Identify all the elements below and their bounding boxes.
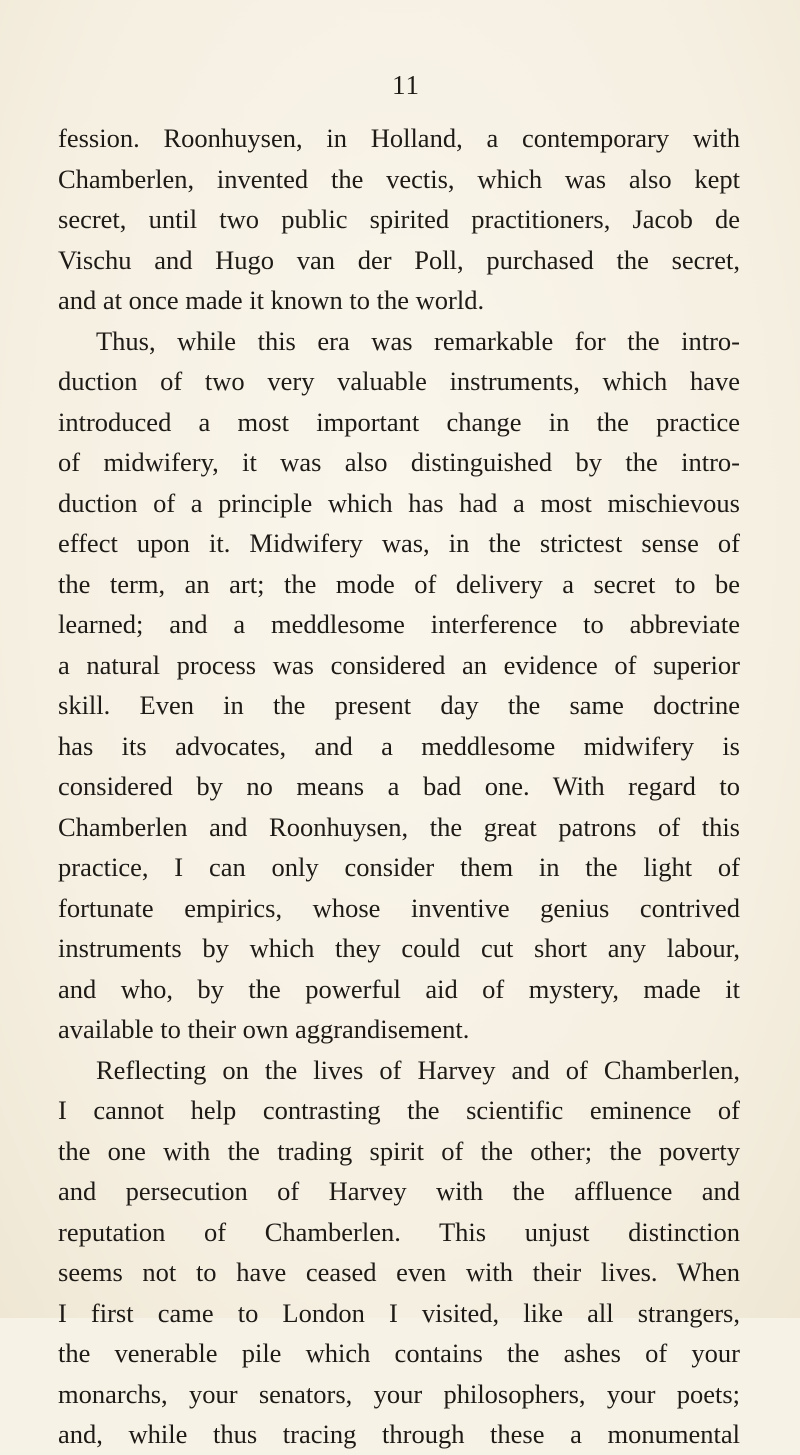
text-line: I cannot help contrasting the scientific eminence of [58, 1095, 740, 1125]
text-line: the venerable pile which contains the ashes of your [58, 1338, 740, 1368]
text-line: introduced a most important change in the practice [58, 406, 740, 437]
text-line: has its advocates, and a meddlesome midwifery is [58, 730, 740, 761]
text-line: Vischu and Hugo van der Poll, purchased the secret, [58, 244, 740, 275]
text-line: practice, I can only consider them in the light of [58, 852, 740, 882]
text-line: Thus, while this era was remarkable for the intro- [96, 325, 740, 356]
body-text [58, 118, 740, 1455]
text-line: the term, an art; the mode of delivery a secret to be [58, 568, 740, 599]
text-line: and at once made it known to the world. [58, 285, 485, 315]
text-line: secret, until two public spirited practitioners, Jacob de [58, 204, 740, 234]
text-line: considered by no means a bad one. With regard to [58, 771, 740, 801]
text-line: monarchs, your senators, your philosophers, your poets; [58, 1378, 740, 1409]
text-line: seems not to have ceased even with their lives. When [58, 1257, 740, 1287]
text-line: and, while thus tracing through these a monumental [58, 1419, 740, 1449]
text-line: the one with the trading spirit of the other; the poverty [58, 1135, 740, 1166]
text-line: Chamberlen and Roonhuysen, the great patrons of this [58, 811, 740, 842]
text-line: of midwifery, it was also distinguished by the intro- [58, 447, 740, 477]
text-line: duction of two very valuable instruments, which have [58, 366, 740, 396]
text-line: skill. Even in the present day the same doctrine [58, 690, 740, 720]
text-line: a natural process was considered an evidence of superior [58, 649, 740, 680]
text-line: Chamberlen, invented the vectis, which was also kept [58, 163, 740, 194]
text-line: I first came to London I visited, like all strangers, [58, 1297, 740, 1328]
text-line: fortunate empirics, whose inventive genius contrived [58, 892, 740, 923]
text-line: instruments by which they could cut short any labour, [58, 933, 740, 963]
text-line: and persecution of Harvey with the affluence and [58, 1176, 740, 1206]
text-line: effect upon it. Midwifery was, in the strictest sense of [58, 528, 740, 558]
text-line: reputation of Chamberlen. This unjust distinction [58, 1216, 740, 1247]
text-line: and who, by the powerful aid of mystery, made it [58, 973, 740, 1004]
page-number: 11 [392, 70, 420, 100]
text-line: duction of a principle which has had a most mischievous [58, 487, 740, 518]
text-line: Reflecting on the lives of Harvey and of Chamberlen, [96, 1054, 740, 1085]
text-line: fession. Roonhuysen, in Holland, a contemporary with [58, 123, 740, 153]
text-line: learned; and a meddlesome interference to abbreviate [58, 609, 740, 639]
text-line: available to their own aggrandisement. [58, 1014, 470, 1044]
